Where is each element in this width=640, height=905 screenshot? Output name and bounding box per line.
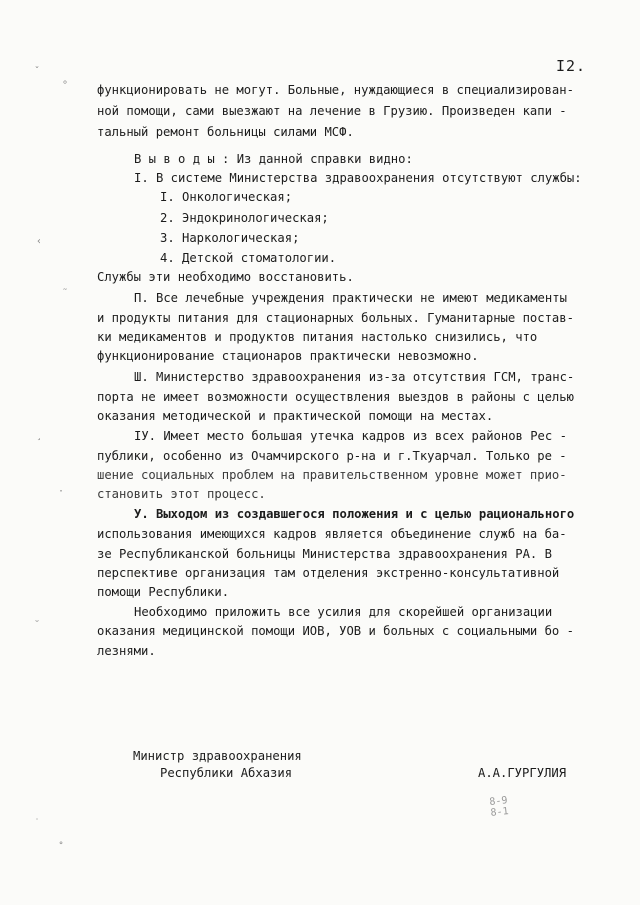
text-line: становить этот процесс. bbox=[97, 487, 266, 501]
margin-mark: ˙ bbox=[34, 818, 41, 829]
signatory-name: А.А.ГУРГУЛИЯ bbox=[478, 766, 567, 780]
text-line: IУ. Имеет место большая утечка кадров из всех районов Рес - bbox=[134, 429, 567, 443]
text-line: и продукты питания для стационарных больных. Гуманитарные постав- bbox=[97, 311, 574, 325]
text-line: использования имеющихся кадров является объединение служб на ба- bbox=[97, 527, 567, 541]
text-line: В ы в о д ы : Из данной справки видно: bbox=[134, 152, 413, 166]
margin-mark: ° bbox=[62, 80, 69, 91]
text-line: публики, особенно из Очамчирского р-на и г.Ткуарчал. Только ре - bbox=[97, 449, 567, 463]
page-number: I2. bbox=[556, 57, 587, 75]
margin-mark: ˚ bbox=[58, 842, 65, 853]
margin-mark: ˇ bbox=[34, 66, 41, 77]
text-line: 2. Эндокринологическая; bbox=[160, 211, 329, 225]
text-line: Ш. Министерство здравоохранения из-за отсутствия ГСМ, транс- bbox=[134, 370, 575, 384]
signatory-title-line1: Министр здравоохранения bbox=[133, 749, 302, 763]
text-line: ки медикаментов и продуктов питания настолько снизились, что bbox=[97, 330, 538, 344]
text-line: функционирование стационаров практически невозможно. bbox=[97, 349, 479, 363]
margin-mark: ˜ bbox=[62, 288, 69, 299]
margin-mark: · bbox=[58, 486, 65, 497]
text-line: оказания медицинской помощи ИОВ, УОВ и больных с социальными бо - bbox=[97, 624, 574, 638]
text-line: Необходимо приложить все усилия для скорейшей организации bbox=[134, 605, 553, 619]
text-line: порта не имеет возможности осуществления выездов в районы с целью bbox=[97, 390, 574, 404]
text-line: 3. Наркологическая; bbox=[160, 231, 300, 245]
text-line: шение социальных проблем на правительственном уровне может прио- bbox=[97, 468, 567, 482]
text-line: Службы эти необходимо восстановить. bbox=[97, 270, 354, 284]
text-line: I. В системе Министерства здравоохранения отсутствуют службы: bbox=[134, 171, 582, 185]
signatory-title-line2: Республики Абхазия bbox=[160, 766, 293, 780]
text-line: функционировать не могут. Больные, нуждающиеся в специализирован- bbox=[97, 83, 574, 97]
text-line: I. Онкологическая; bbox=[160, 190, 293, 204]
margin-mark: ¸ bbox=[36, 430, 43, 441]
text-line: П. Все лечебные учреждения практически не имеют медикаменты bbox=[134, 291, 567, 305]
text-line: помощи Республики. bbox=[97, 585, 230, 599]
margin-mark: ˘ bbox=[34, 620, 41, 631]
text-line: тальный ремонт больницы силами МСФ. bbox=[97, 125, 354, 139]
text-line: оказания методической и практической помощи на местах. bbox=[97, 409, 494, 423]
text-line: зе Республиканской больницы Министерства здравоохранения РА. В bbox=[97, 547, 552, 561]
text-line: перспективе организация там отделения экстренно-консультативной bbox=[97, 566, 560, 580]
text-line: ной помощи, сами выезжают на лечение в Грузию. Произведен капи - bbox=[97, 104, 567, 118]
text-line: лезнями. bbox=[97, 644, 156, 658]
margin-mark: ‹ bbox=[36, 236, 43, 247]
text-line: У. Выходом из создавшегося положения и с целью рационального bbox=[134, 507, 575, 521]
text-line: 4. Детской стоматологии. bbox=[160, 251, 337, 265]
archive-stamp: 8-9 8-1 bbox=[488, 795, 510, 819]
